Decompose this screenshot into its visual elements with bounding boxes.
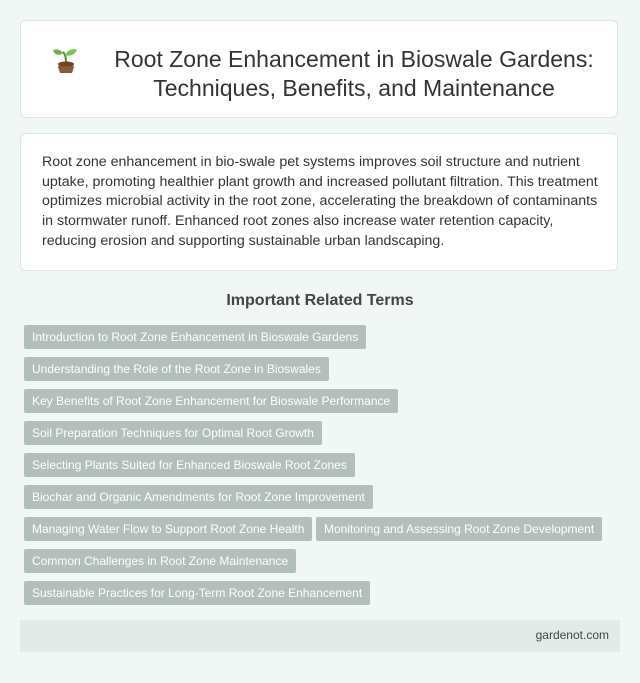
footer xyxy=(20,620,620,652)
related-term-tag[interactable]: Biochar and Organic Amendments for Root Zone Improvement xyxy=(24,485,373,509)
footer-site-link[interactable]: gardenot.com xyxy=(535,628,609,642)
summary-text: Root zone enhancement in bio-swale pet systems improves soil structure and nutrient uptake, promoting healthier plant growth and increased pollutant filtration. This treatment optimizes microbial activity in the root zone, accelerating the breakdown of contaminants in stormwater runoff. Enhanced root zones also increase water retention capacity, reducing erosion and supporting sustainable urban landscaping. xyxy=(42,154,598,249)
related-term-tag[interactable]: Key Benefits of Root Zone Enhancement for Bioswale Performance xyxy=(24,389,398,413)
related-term-tag[interactable]: Understanding the Role of the Root Zone in Bioswales xyxy=(24,357,329,381)
related-term-tag[interactable]: Soil Preparation Techniques for Optimal Root Growth xyxy=(24,421,322,445)
related-term-tag[interactable]: Selecting Plants Suited for Enhanced Bioswale Root Zones xyxy=(24,453,355,477)
related-term-tag[interactable]: Managing Water Flow to Support Root Zone Health xyxy=(24,517,312,541)
related-terms-heading: Important Related Terms xyxy=(226,292,414,309)
related-term-tag[interactable]: Monitoring and Assessing Root Zone Development xyxy=(316,517,602,541)
page-title: Root Zone Enhancement in Bioswale Gardens: Techniques, Benefits, and Maintenance xyxy=(114,46,594,101)
title-row xyxy=(51,45,611,103)
related-term-tag[interactable]: Sustainable Practices for Long-Term Root Zone Enhancement xyxy=(24,581,370,605)
summary-card xyxy=(20,133,618,271)
title-card xyxy=(20,20,618,118)
related-term-tag[interactable]: Common Challenges in Root Zone Maintenance xyxy=(24,549,296,573)
sprout-icon xyxy=(51,45,81,75)
related-term-tag[interactable]: Introduction to Root Zone Enhancement in Bioswale Gardens xyxy=(24,325,366,349)
